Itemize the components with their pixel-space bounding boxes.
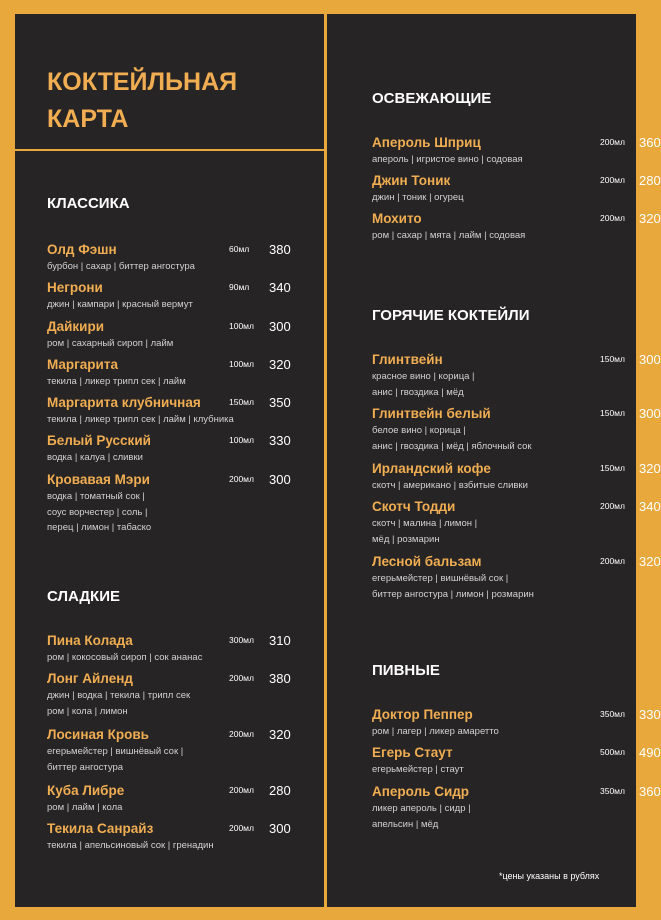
- cocktail-ingredients: текила | ликер трипл сек | лайм | клубника: [47, 414, 234, 425]
- cocktail-volume: 150мл: [600, 408, 625, 418]
- cocktail-volume: 350мл: [600, 709, 625, 719]
- menu-item: [372, 405, 661, 454]
- cocktail-ingredients: водка | калуа | сливки: [47, 452, 143, 463]
- menu-title-line-2: КАРТА: [47, 105, 129, 133]
- cocktail-price: 300: [269, 821, 291, 836]
- cocktail-volume: 200мл: [600, 175, 625, 185]
- cocktail-name: Егерь Стаут: [372, 745, 453, 760]
- cocktail-ingredients: ром | сахар | мята | лайм | содовая: [372, 230, 526, 241]
- cocktail-price: 320: [639, 211, 661, 226]
- cocktail-price: 320: [269, 727, 291, 742]
- cocktail-ingredients: джин | водка | текила | трипл сек: [47, 690, 191, 701]
- cocktail-volume: 100мл: [229, 435, 254, 445]
- cocktail-price: 330: [269, 433, 291, 448]
- menu-item: [372, 553, 661, 602]
- cocktail-price: 380: [269, 242, 291, 257]
- right-panel: [327, 14, 661, 907]
- cocktail-volume: 150мл: [600, 463, 625, 473]
- cocktail-volume: 200мл: [229, 823, 254, 833]
- cocktail-ingredients: анис | гвоздика | мёд: [372, 386, 464, 398]
- cocktail-volume: 90мл: [229, 282, 250, 292]
- cocktail-volume: 300мл: [229, 635, 254, 645]
- cocktail-price: 340: [269, 280, 291, 295]
- cocktail-ingredients: биттер ангостура | лимон | розмарин: [372, 588, 534, 600]
- menu-title-line-1: КОКТЕЙЛЬНАЯ: [47, 68, 238, 96]
- cocktail-volume: 200мл: [600, 556, 625, 566]
- cocktail-name: Доктор Пеппер: [372, 707, 473, 722]
- cocktail-name: Лонг Айленд: [47, 671, 133, 686]
- menu-item: [47, 726, 307, 775]
- menu-item: [372, 744, 661, 778]
- cocktail-name: Джин Тоник: [372, 173, 451, 188]
- cocktail-volume: 500мл: [600, 747, 625, 757]
- cocktail-price: 490: [639, 745, 661, 760]
- section-title-beer: ПИВНЫЕ: [372, 662, 440, 679]
- cocktail-volume: 150мл: [229, 397, 254, 407]
- cocktail-name: Дайкири: [47, 319, 105, 334]
- cocktail-ingredients: красное вино | корица |: [372, 371, 475, 382]
- menu-item: [372, 706, 661, 740]
- cocktail-volume: 100мл: [229, 321, 254, 331]
- cocktail-name: Пина Колада: [47, 633, 133, 648]
- cocktail-volume: 200мл: [229, 785, 254, 795]
- menu-item: [372, 210, 661, 244]
- cocktail-ingredients: текила | апельсиновый сок | гренадин: [47, 840, 214, 851]
- price-note: *цены указаны в рублях: [499, 871, 600, 881]
- cocktail-price: 280: [269, 783, 291, 798]
- cocktail-name: Белый Русский: [47, 433, 151, 448]
- cocktail-volume: 60мл: [229, 244, 250, 254]
- cocktail-ingredients: ром | кола | лимон: [47, 705, 128, 717]
- title-divider: [15, 149, 324, 151]
- menu-item: [372, 351, 661, 400]
- cocktail-volume: 200мл: [229, 673, 254, 683]
- cocktail-name: Апероль Сидр: [372, 784, 470, 799]
- cocktail-price: 360: [639, 135, 661, 150]
- menu-item: [47, 471, 307, 536]
- cocktail-name: Скотч Тодди: [372, 499, 456, 514]
- menu-item: [47, 394, 307, 428]
- cocktail-name: Глинтвейн: [372, 352, 443, 367]
- cocktail-ingredients: апельсин | мёд: [372, 818, 439, 830]
- cocktail-name: Мохито: [372, 211, 422, 226]
- cocktail-price: 320: [639, 554, 661, 569]
- cocktail-price: 280: [639, 173, 661, 188]
- menu-item: [47, 279, 307, 313]
- cocktail-price: 360: [639, 784, 661, 799]
- left-panel: [15, 14, 324, 907]
- cocktail-ingredients: анис | гвоздика | мёд | яблочный сок: [372, 440, 532, 452]
- menu-item: [47, 782, 307, 816]
- cocktail-ingredients: текила | ликер трипл сек | лайм: [47, 376, 186, 387]
- cocktail-price: 300: [269, 319, 291, 334]
- section-title-sweet: СЛАДКИЕ: [47, 588, 121, 605]
- cocktail-volume: 100мл: [229, 359, 254, 369]
- cocktail-ingredients: бурбон | сахар | биттер ангостура: [47, 261, 195, 272]
- section-title-hot: ГОРЯЧИЕ КОКТЕЙЛИ: [372, 307, 530, 324]
- cocktail-price: 330: [639, 707, 661, 722]
- section-title-classic: КЛАССИКА: [47, 195, 130, 212]
- cocktail-price: 320: [269, 357, 291, 372]
- cocktail-ingredients: ром | лагер | ликер амаретто: [372, 726, 499, 737]
- cocktail-ingredients: соус ворчестер | соль |: [47, 506, 148, 518]
- cocktail-ingredients: апероль | игристое вино | содовая: [372, 154, 523, 165]
- cocktail-ingredients: скотч | малина | лимон |: [372, 518, 478, 529]
- cocktail-name: Текила Санрайз: [47, 821, 154, 836]
- cocktail-name: Кровавая Мэри: [47, 472, 150, 487]
- cocktail-price: 380: [269, 671, 291, 686]
- menu-item: [372, 134, 661, 168]
- cocktail-volume: 200мл: [600, 501, 625, 511]
- cocktail-ingredients: ром | лайм | кола: [47, 802, 123, 813]
- menu-item: [47, 432, 307, 466]
- cocktail-ingredients: белое вино | корица |: [372, 425, 466, 436]
- cocktail-name: Лесной бальзам: [372, 554, 482, 569]
- cocktail-ingredients: перец | лимон | табаско: [47, 522, 152, 533]
- cocktail-name: Куба Либре: [47, 783, 125, 798]
- cocktail-volume: 200мл: [229, 474, 254, 484]
- cocktail-ingredients: егерьмейстер | вишнёвый сок |: [372, 573, 509, 584]
- cocktail-price: 300: [269, 472, 291, 487]
- menu-item: [47, 670, 307, 719]
- menu-item: [47, 632, 307, 666]
- cocktail-ingredients: водка | томатный сок |: [47, 491, 145, 502]
- cocktail-ingredients: мёд | розмарин: [372, 533, 440, 545]
- cocktail-name: Маргарита клубничная: [47, 395, 201, 410]
- cocktail-name: Глинтвейн белый: [372, 406, 491, 421]
- cocktail-name: Олд Фэшн: [47, 242, 117, 257]
- cocktail-volume: 350мл: [600, 786, 625, 796]
- cocktail-price: 300: [639, 406, 661, 421]
- menu-item: [47, 318, 307, 352]
- cocktail-volume: 200мл: [600, 137, 625, 147]
- cocktail-price: 350: [269, 395, 291, 410]
- cocktail-ingredients: биттер ангостура: [47, 761, 124, 773]
- cocktail-ingredients: егерьмейстер | стаут: [372, 764, 464, 775]
- cocktail-ingredients: ром | кокосовый сироп | сок ананас: [47, 652, 203, 663]
- section-title-fresh: ОСВЕЖАЮЩИЕ: [372, 90, 492, 107]
- cocktail-ingredients: егерьмейстер | вишнёвый сок |: [47, 746, 184, 757]
- menu-item: [372, 783, 661, 832]
- cocktail-name: Ирландский кофе: [372, 461, 491, 476]
- cocktail-price: 340: [639, 499, 661, 514]
- cocktail-price: 310: [269, 633, 291, 648]
- menu-item: [372, 498, 661, 547]
- menu-item: [372, 460, 661, 494]
- cocktail-name: Апероль Шприц: [372, 135, 481, 150]
- cocktail-ingredients: скотч | американо | взбитые сливки: [372, 480, 528, 491]
- cocktail-ingredients: ликер апероль | сидр |: [372, 803, 471, 814]
- cocktail-ingredients: джин | тоник | огурец: [372, 192, 464, 203]
- menu-title: [47, 64, 237, 138]
- cocktail-volume: 200мл: [229, 729, 254, 739]
- menu-item: [47, 241, 307, 275]
- cocktail-price: 300: [639, 352, 661, 367]
- cocktail-name: Негрони: [47, 280, 103, 295]
- cocktail-volume: 150мл: [600, 354, 625, 364]
- menu-item: [47, 356, 307, 390]
- cocktail-name: Маргарита: [47, 357, 118, 372]
- cocktail-ingredients: ром | сахарный сироп | лайм: [47, 338, 174, 349]
- cocktail-name: Лосиная Кровь: [47, 727, 149, 742]
- menu-item: [47, 820, 307, 854]
- menu-item: [372, 172, 661, 206]
- cocktail-ingredients: джин | кампари | красный вермут: [47, 299, 193, 310]
- cocktail-volume: 200мл: [600, 213, 625, 223]
- cocktail-price: 320: [639, 461, 661, 476]
